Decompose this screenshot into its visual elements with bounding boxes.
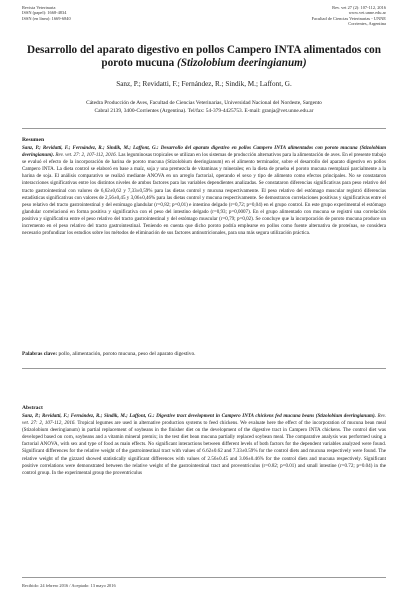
affiliation <box>28 100 380 115</box>
divider-middle <box>22 368 386 369</box>
location: Corrientes, Argentina <box>348 21 386 27</box>
resumen-citation: Sanz, P.; Revidatti, F.; Fernández, R.; Sindik, M.; Laffont, G.: Desarrollo del aparato digestivo en pollos Campero INTA alimentados con poroto mucuna (Stizolobium deeringianum). <box>22 145 386 159</box>
abstract-citation: Sanz, P.; Revidatti, F.; Fernández, R.; Sindik, M.; Laffont, G.: Digestive tract development in Campero INTA chickens fed mucuna beans (Stizolobium deeringianum). <box>22 413 376 419</box>
divider-top <box>22 128 386 129</box>
keywords-text: pollo, alimentación, poroto mucuna, peso del aparato digestivo. <box>58 351 196 357</box>
issn-print: ISSN (papel): 1668-4834 <box>22 10 67 16</box>
journal-header-left <box>22 5 71 21</box>
abstract-heading: Abstract <box>22 405 43 411</box>
resumen-reference: Rev. vet. 27: 2, 107-112, 2016. <box>55 152 117 159</box>
journal-header-right <box>312 5 386 27</box>
abstract-text <box>22 413 386 477</box>
journal-url: www.vet.unne.edu.ar <box>348 10 386 16</box>
divider-footer <box>22 577 386 578</box>
publisher: Facultad de Ciencias Veterinarias - UNNE <box>311 15 386 21</box>
article-title <box>22 44 386 70</box>
abstract-reference: Rev. vet. 27: 2, 107-112, 2016. <box>22 413 386 427</box>
volume-info: Rev. vet 27 (2): 107-112, 2016 <box>332 5 386 10</box>
title-main: Desarrollo del aparato digestivo en pollos Campero INTA alimentados con poroto mucuna <box>27 44 381 69</box>
journal-name: Revista Veterinaria <box>22 5 56 10</box>
title-species: (Stizolobium deeringianum) <box>177 57 307 69</box>
resumen-text <box>22 145 386 237</box>
keywords-label: Palabras clave: <box>22 351 58 357</box>
resumen-heading: Resumen <box>22 137 45 143</box>
issn-online: ISSN (en línea): 1669-6840 <box>22 15 71 21</box>
keywords <box>22 351 386 357</box>
received-dates: Recibido: 24 febrero 2016 / Aceptado: 13 mayo 2016 <box>22 583 116 588</box>
abstract-body: Tropical legumes are used in alternative production systems to feed chickens. We evaluate here the effect of the incorporation of mucuna bean meal (Stizolobium deeringianum) in partial replacement of soybeans in the finisher diet on the development of the digestive tract in Campero INTA chickens. The control diet was developed based on corn, soybeans and a vitamin mineral premix; in the test diet bean mucuna partially replaced soybean meal. The comparative analysis was performed using a factorial ANOVA, with sex and type of food as main effects. No significant interactions between different levels of both factors for the dependent variables analyzed were found. Significant differences for the relative weight of the gastrointestinal tract with values of 6.62±0.62 and 7.33±0.59% for the control diets and mucuna respectively were found. The relative weight of the gizzard showed statistically significant differences with values of 2.56±0.45 and 3.06±0.46% for the control diets and mucuna respectively. Significant positive correlations were demonstrated between the relative weight of the gastrointestinal tract and proventriculus (r=0.82; p=0.01) and small intestine (r=0.72; p=0.04) in the control group. In the experimental group the proventriculus <box>22 420 387 476</box>
authors: Sanz, P.; Revidatti, F.; Fernández, R.; Sindik, M.; Laffont, G. <box>116 80 292 88</box>
affiliation-line-1: Cátedra Producción de Aves, Facultad de Ciencias Veterinarias, Universidad Nacional del Nordeste, Sargento <box>86 100 322 106</box>
affiliation-line-2: Cabral 2139, 3400-Corrientes (Argentina). Tel/fax: 54-379-4425753. E-mail: granja@vet.unne.edu.ar <box>94 107 314 114</box>
resumen-body: Las leguminosas tropicales se utilizan en los sistemas de producción alternativos para la alimentación de aves. En el presente trabajo se evaluó el efecto de la incorporación de harina de poroto mucuna (Stizolobium deeringianum) en el alimento terminador, sobre el desarrollo del aparato digestivo en pollos Campero INTA. La dieta control se elaboró en base a maíz, soja y una premezcla de vitaminas y minerales; en la dieta de prueba el poroto mucuna reemplazó parcialmente a la harina de soja. El análisis comparativo se realizó mediante ANOVA en un arreglo factorial, operando el sexo y tipo de alimento como efectos principales. No se constataron interacciones significativas entre los distintos niveles de ambos factores para las variables dependientes analizadas. Se constataron diferencias significativas para peso relativo del tracto gastrointestinal con valores de 6,62±0,62 y 7,33±0,59% para las dietas control y mucuna respectivamente. El peso relativo del estómago muscular registró diferencias estadísticas significativas con valores de 2,56±0,45 y 3,06±0,46% para las dietas control y mucuna respectivamente. Se demostraron correlaciones positivas y significativas entre el peso relativo del tracto gastrointestinal y del estómago glandular (r=0,82; p=0,01) e intestino delgado (r=0,72; p=0,04) en el grupo control. En este grupo experimental el estómago glandular correlacionó en forma positiva y significativa con el peso del intestino delgado (r=0,93; p=0,0007). En el grupo alimentado con mucuna se registró una correlación positiva y significativa entre el peso relativo del tracto gastrointestinal y del estómago muscular (r=0,79; p=0,02). Se concluye que la incorporación de poroto mucuna produce un incremento en el peso relativo del tracto gastrointestinal. Teniendo en cuenta que dicho poroto podría emplearse en pollos como fuente alternativa de proteínas, se considera necesario profundizar los estudios sobre los métodos de eliminación de sus factores antinutricionales, para una más segura utilización práctica. <box>22 152 386 237</box>
